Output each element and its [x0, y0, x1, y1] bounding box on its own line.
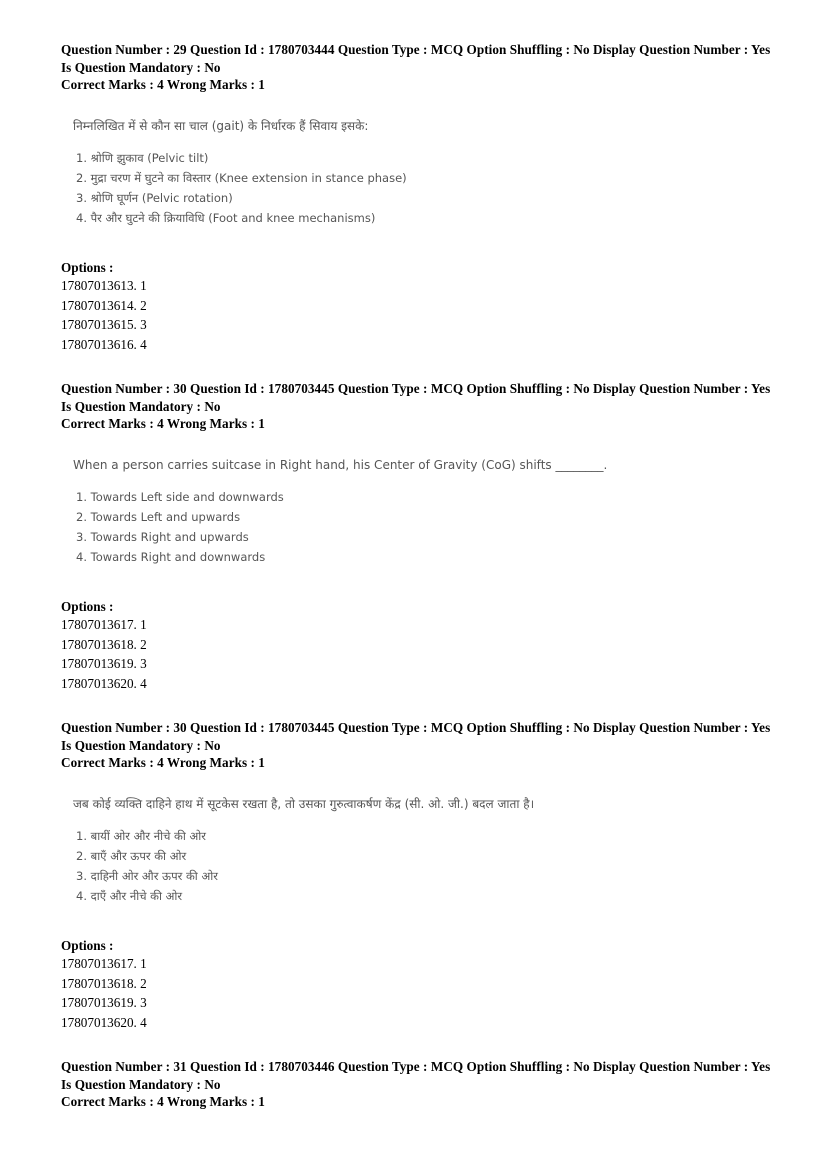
question-block-29: [61, 41, 781, 238]
statement-item: 4. पैर और घुटने की क्रियाविधि (Foot and knee mechanisms): [76, 211, 376, 226]
statement-item: 3. श्रोणि घूर्णन (Pelvic rotation): [76, 190, 233, 205]
options-label: Options :: [61, 599, 114, 614]
option-row: 17807013619. 3: [61, 995, 147, 1011]
question-stem: जब कोई व्यक्ति दाहिने हाथ में सूटकेस रखता है, तो उसका गुरुत्वाकर्षण केंद्र (सी. ओ. जी.) बदल जाता है।: [73, 796, 535, 811]
option-row: 17807013618. 2: [61, 636, 147, 652]
statement-list: [73, 487, 693, 568]
marks-line: Correct Marks : 4 Wrong Marks : 1: [61, 755, 265, 770]
mandatory-line: Is Question Mandatory : No: [61, 1076, 221, 1092]
option-row: 17807013616. 4: [61, 336, 147, 352]
question-block-31: [61, 1058, 781, 1111]
marks-line: Correct Marks : 4 Wrong Marks : 1: [61, 1094, 265, 1109]
option-row: 17807013613. 1: [61, 278, 147, 293]
question-header: Question Number : 30 Question Id : 1780703445 Question Type : MCQ Option Shuffling : No Display Question Number : Yes: [61, 720, 771, 735]
statement-item: 2. बाएँ और ऊपर की ओर: [76, 848, 187, 863]
option-row: 17807013619. 3: [61, 656, 147, 672]
statement-item: 3. Towards Right and upwards: [76, 529, 249, 544]
question-header: Question Number : 31 Question Id : 1780703446 Question Type : MCQ Option Shuffling : No Display Question Number : Yes: [61, 1059, 771, 1074]
mandatory-line: Is Question Mandatory : No: [61, 737, 221, 753]
marks-line: Correct Marks : 4 Wrong Marks : 1: [61, 416, 265, 431]
options-block-30-english: [61, 598, 781, 693]
question-header: Question Number : 29 Question Id : 1780703444 Question Type : MCQ Option Shuffling : No Display Question Number : Yes: [61, 42, 771, 57]
question-stem: When a person carries suitcase in Right hand, his Center of Gravity (CoG) shifts ________.: [73, 457, 608, 472]
options-block-30-hindi: [61, 937, 781, 1032]
options-label: Options :: [61, 938, 114, 953]
statement-item: 4. Towards Right and downwards: [76, 550, 266, 565]
statement-item: 2. Towards Left and upwards: [76, 509, 241, 524]
question-block-30-hindi: [61, 719, 781, 916]
statement-list: [73, 148, 693, 229]
question-header: Question Number : 30 Question Id : 1780703445 Question Type : MCQ Option Shuffling : No Display Question Number : Yes: [61, 381, 771, 396]
question-image: [73, 796, 693, 916]
marks-line: Correct Marks : 4 Wrong Marks : 1: [61, 77, 265, 92]
question-block-30-english: [61, 380, 781, 577]
options-label: Options :: [61, 260, 114, 275]
statement-list: [73, 826, 693, 907]
options-block-29: [61, 259, 781, 354]
question-image: [73, 118, 693, 238]
statement-item: 4. दाएँ और नीचे की ओर: [76, 889, 183, 904]
statement-item: 3. दाहिनी ओर और ऊपर की ओर: [76, 868, 218, 883]
option-row: 17807013618. 2: [61, 975, 147, 991]
mandatory-line: Is Question Mandatory : No: [61, 398, 221, 414]
option-row: 17807013614. 2: [61, 297, 147, 313]
option-row: 17807013617. 1: [61, 956, 147, 971]
question-stem: निम्नलिखित में से कौन सा चाल (gait) के निर्धारक हैं सिवाय इसके:: [73, 118, 369, 133]
mandatory-line: Is Question Mandatory : No: [61, 59, 221, 75]
option-row: 17807013615. 3: [61, 317, 147, 333]
statement-item: 1. श्रोणि झुकाव (Pelvic tilt): [76, 150, 209, 165]
statement-item: 2. मुद्रा चरण में घुटने का विस्तार (Knee extension in stance phase): [76, 170, 407, 185]
question-image: [73, 457, 693, 577]
statement-item: 1. Towards Left side and downwards: [76, 489, 284, 504]
option-row: 17807013617. 1: [61, 617, 147, 632]
statement-item: 1. बायीं ओर और नीचे की ओर: [76, 828, 206, 843]
option-row: 17807013620. 4: [61, 1014, 147, 1030]
option-row: 17807013620. 4: [61, 675, 147, 691]
